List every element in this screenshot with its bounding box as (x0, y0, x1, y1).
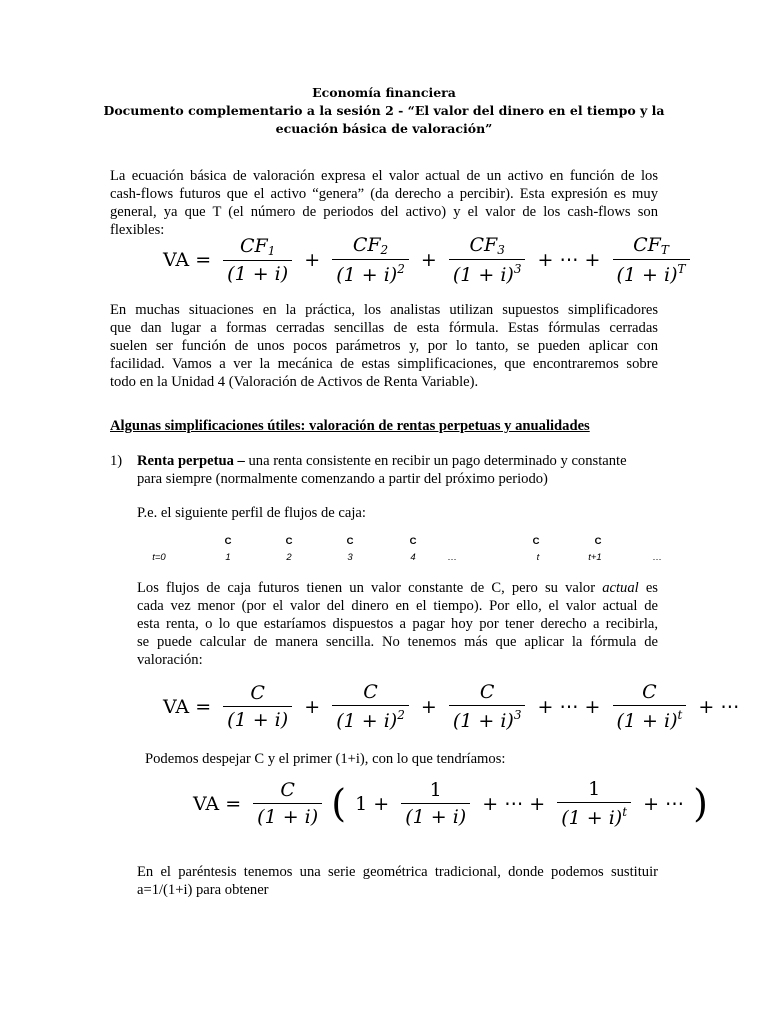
profile-intro: P.e. el siguiente perfil de flujos de caja: (137, 505, 366, 521)
cashflow-label: C (532, 536, 540, 547)
period-ellipsis: … (447, 552, 457, 563)
ellipsis-tail: + ⋯ (643, 792, 685, 815)
title-line-2: Documento complementario a la sesión 2 - “El valor del dinero en el tiempo y la (103, 103, 665, 118)
eq1-lhs: VA = (163, 249, 212, 271)
paragraph-line: facilidad. Vamos a ver la mecánica de estas simplificaciones, que encontraremos sobre (110, 356, 658, 372)
ellipsis-tail: + ⋯ (698, 695, 740, 718)
cashflow-label: C (224, 536, 232, 547)
paragraph-line: En muchas situaciones en la práctica, los analistas utilizan supuestos simplificadores (110, 302, 658, 318)
paragraph-line: valoración: (137, 652, 203, 668)
paragraph-line: suelen ser función de unos pocos parámetros y, por lo tanto, se pueden aplicar con (110, 338, 658, 354)
ellipsis-sum: + ⋯ + (482, 792, 546, 815)
paragraph-line: todo en la Unidad 4 (Valoración de Activos de Renta Variable). (110, 374, 479, 390)
intro-line: cash-flows futuros que el activo “genera” (da derecho a percibir). Esta expresión es muy (110, 186, 658, 202)
paragraph-line: se puede calcular de manera sencilla. No tenemos más que aplicar la fórmula de (137, 634, 658, 650)
eq3-term-1: $\frac{1}{(1 + i)}$ (401, 779, 470, 828)
simplification-paragraph (110, 301, 658, 391)
eq2-term-t: $\frac{C}{(1 + i)^t}$ (613, 681, 687, 732)
plus-sign: + (420, 695, 437, 718)
intro-paragraph (110, 167, 658, 239)
paragraph-line: Los flujos de caja futuros tienen un valor constante de C, pero su valor actual es (137, 580, 658, 596)
plus-sign: + (304, 249, 321, 271)
equation-factored (190, 778, 708, 829)
paragraph-line: En el paréntesis tenemos una serie geométrica tradicional, donde podemos sustituir (137, 864, 658, 880)
equation-perpetuity-sum (160, 681, 742, 732)
document-title (100, 84, 668, 138)
period-label: 2 (286, 552, 292, 563)
plus-sign: + (304, 695, 321, 718)
period-label: t (536, 552, 540, 563)
factor-paragraph: Podemos despejar C y el primer (1+i), con lo que tendríamos: (145, 751, 506, 767)
ellipsis-sum: + ⋯ + (537, 695, 601, 718)
period-label: 4 (410, 552, 416, 563)
period-label: 1 (225, 552, 231, 563)
plus-sign: + (420, 249, 437, 271)
title-line-1: Economía financiera (312, 85, 456, 100)
eq3-factor: $\frac{C}{(1 + i)}$ (253, 779, 322, 828)
term-renta-perpetua: Renta perpetua – (137, 453, 245, 469)
item1-line-1: Renta perpetua – una renta consistente en recibir un pago determinado y constante (137, 453, 627, 469)
intro-line: La ecuación básica de valoración expresa el valor actual de un activo en función de los (110, 168, 658, 184)
eq2-lhs: VA = (163, 695, 212, 718)
cashflow-label: C (409, 536, 417, 547)
period-label: t=0 (152, 552, 166, 563)
eq2-term-2: $\frac{C}{(1 + i)^2}$ (332, 681, 409, 732)
perpetuity-paragraph (137, 579, 658, 669)
item1-line-2: para siempre (normalmente comenzando a partir del próximo periodo) (137, 471, 548, 487)
title-line-3: ecuación básica de valoración” (275, 121, 493, 136)
eq1-term-T: $\frac{CF_T}{(1 + i)^T}$ (613, 234, 690, 286)
cashflow-label: C (285, 536, 293, 547)
eq1-term-3: $\frac{CF_3}{(1 + i)^3}$ (449, 234, 526, 286)
intro-line: flexibles: (110, 222, 165, 238)
eq1-term-1: $\frac{CF_1}{(1 + i)}$ (223, 235, 292, 285)
period-label: 3 (347, 552, 353, 563)
paren-close: ) (693, 781, 708, 826)
paragraph-line: a=1/(1+i) para obtener (137, 882, 269, 898)
geometric-series-paragraph (137, 863, 658, 899)
eq3-term-t: $\frac{1}{(1 + i)^t}$ (557, 778, 631, 829)
eq2-term-1: $\frac{C}{(1 + i)}$ (223, 682, 292, 731)
cashflow-label: C (346, 536, 354, 547)
intro-line: general, ya que T (el número de periodos del activo) y el valor de los cash-flows son (110, 204, 658, 220)
eq3-one-plus: 1 + (355, 792, 390, 815)
paragraph-line: cada vez menor (por el valor del dinero en el tiempo). Por ello, el valor actual de (137, 598, 658, 614)
list-number: 1) (110, 453, 123, 469)
equation-present-value (160, 234, 693, 286)
period-label: t+1 (588, 552, 602, 563)
eq1-term-2: $\frac{CF_2}{(1 + i)^2}$ (332, 234, 409, 286)
ellipsis-sum: + ⋯ + (537, 249, 601, 271)
paren-open: ( (331, 781, 347, 826)
eq2-term-3: $\frac{C}{(1 + i)^3}$ (449, 681, 526, 732)
period-ellipsis: … (652, 552, 662, 563)
eq3-lhs: VA = (193, 792, 242, 815)
paragraph-line: que dan lugar a formas cerradas sencillas de esta fórmula. Estas fórmulas cerradas (110, 320, 658, 336)
section-heading: Algunas simplificaciones útiles: valoración de rentas perpetuas y anualidades (110, 418, 590, 434)
cashflow-label: C (594, 536, 602, 547)
paragraph-line: esta renta, o lo que estaríamos dispuestos a pagar hoy por tener derecho a recibirla, (137, 616, 658, 632)
